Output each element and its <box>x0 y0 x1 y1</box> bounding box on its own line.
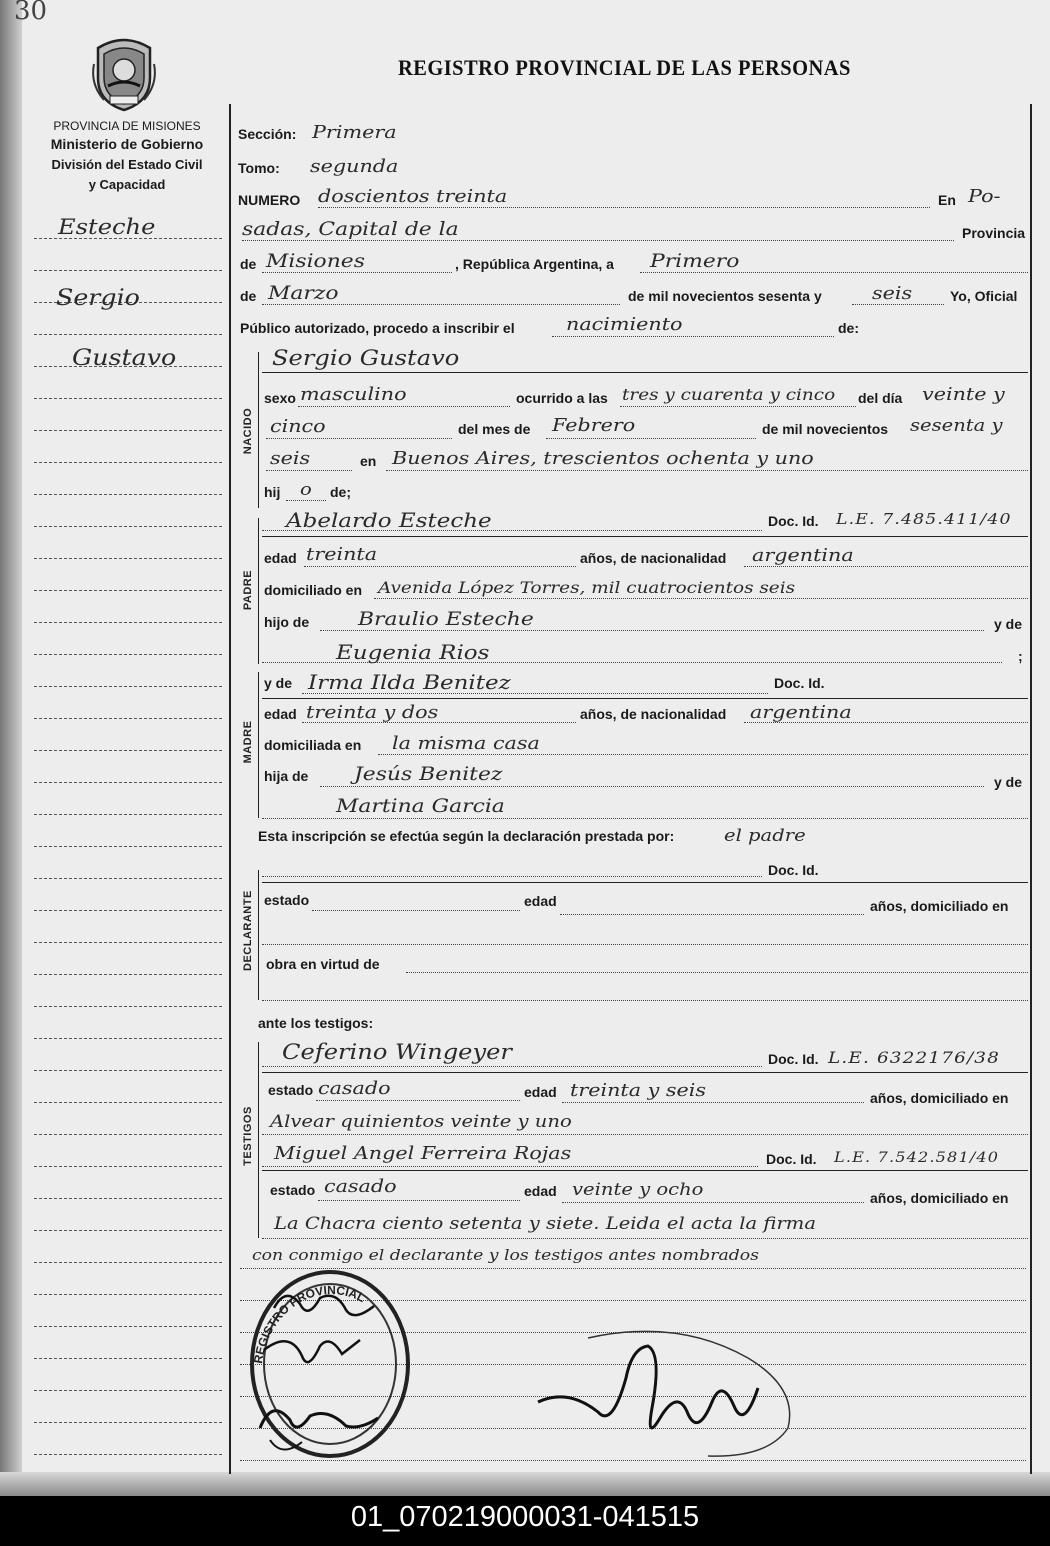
witness-signatures-icon <box>250 1280 430 1480</box>
document-title: REGISTRO PROVINCIAL DE LAS PERSONAS <box>398 55 851 80</box>
padre-mother-value: Eugenia Rios <box>336 640 490 664</box>
numero-label: NUMERO <box>238 192 301 208</box>
day-value: Primero <box>650 250 740 272</box>
madre-dom-value: la misma casa <box>392 733 540 754</box>
corner-number: 30 <box>14 0 48 26</box>
nacido-name: Sergio Gustavo <box>272 346 460 370</box>
padre-dom-label: domiciliado en <box>264 582 363 598</box>
dia-value-b: cinco <box>270 416 326 437</box>
year-value: seis <box>872 283 913 304</box>
right-page-border <box>1030 104 1032 1474</box>
padre-y-de-label: y de <box>994 616 1023 632</box>
place-b-value: sadas, Capital de la <box>242 218 459 240</box>
padre-dom-value: Avenida López Torres, mil cuatrocientos seis <box>378 578 796 597</box>
del-dia-label: del día <box>858 390 903 406</box>
obra-label: obra en virtud de <box>266 956 380 972</box>
padre-hijo-de-label: hijo de <box>264 614 310 630</box>
hora-value: tres y cuarenta y cinco <box>622 385 836 404</box>
hij-de-label: de; <box>330 484 351 500</box>
institution-capacity: y Capacidad <box>88 177 166 192</box>
padre-name: Abelardo Esteche <box>286 508 492 532</box>
de-label-province: de <box>240 256 257 272</box>
testigo1-doc-value: L.E. 6322176/38 <box>828 1048 1001 1067</box>
padre-father-value: Braulio Esteche <box>358 608 534 630</box>
testigo1-estado-value: casado <box>318 1078 391 1099</box>
testigo1-edad-label: edad <box>524 1084 557 1100</box>
testigos-section-label: TESTIGOS <box>242 1106 254 1166</box>
mil-novecientos-label: de mil novecientos <box>762 421 889 437</box>
institution-division: División del Estado Civil <box>51 157 203 172</box>
madre-section-label: MADRE <box>242 720 254 764</box>
page-bottom-shadow <box>0 1472 1050 1496</box>
padre-edad-value: treinta <box>306 544 378 565</box>
padre-doc-label: Doc. Id. <box>768 513 819 529</box>
page-edge-shadow <box>0 0 22 1496</box>
madre-nac-value: argentina <box>750 702 852 723</box>
anio-value-a: sesenta y <box>910 416 1003 436</box>
madre-father-value: Jesús Benitez <box>354 763 503 785</box>
testigo1-edad-value: treinta y seis <box>570 1080 707 1101</box>
tomo-label: Tomo: <box>238 160 280 176</box>
madre-mother-value: Martina Garcia <box>336 795 505 817</box>
madre-nac-label: años, de nacionalidad <box>580 706 727 722</box>
ante-testigos-label: ante los testigos: <box>258 1015 374 1031</box>
padre-nac-label: años, de nacionalidad <box>580 550 727 566</box>
place-a-value: Po- <box>968 186 1001 207</box>
testigo2-edad-value: veinte y ocho <box>572 1180 704 1200</box>
institution-ministry: Ministerio de Gobierno <box>50 136 204 152</box>
padre-edad-label: edad <box>264 550 297 566</box>
sexo-value: masculino <box>300 384 407 405</box>
mes-value: Febrero <box>552 415 636 436</box>
margin-surname: Esteche <box>58 215 156 239</box>
madre-edad-label: edad <box>264 706 297 722</box>
declarante-anios-label: años, domiciliado en <box>870 898 1009 914</box>
madre-hija-de-label: hija de <box>264 768 309 784</box>
testigo2-doc-value: L.E. 7.542.581/40 <box>834 1150 1000 1166</box>
testigo2-anios-label: años, domiciliado en <box>870 1190 1009 1206</box>
official-signature-icon <box>528 1318 828 1468</box>
dia-value-a: veinte y <box>922 384 1005 405</box>
institution-province: PROVINCIA DE MISIONES <box>53 119 201 133</box>
madre-y-de-label-2: y de <box>994 774 1023 790</box>
hij-value: o <box>300 480 312 500</box>
padre-nac-value: argentina <box>752 545 854 566</box>
province-value: Misiones <box>266 250 365 272</box>
month-value: Marzo <box>268 282 339 304</box>
publico-label: Público autorizado, procedo a inscribir el <box>240 320 515 336</box>
declaracion-label: Esta inscripción se efectúa según la declaración prestada por: <box>258 828 675 844</box>
padre-doc-value: L.E. 7.485.411/40 <box>836 510 1012 528</box>
anio-value-b: seis <box>270 448 311 469</box>
madre-edad-value: treinta y dos <box>306 702 439 723</box>
republica-label: , República Argentina, a <box>455 256 614 272</box>
padre-semicolon: ; <box>1018 648 1023 664</box>
seccion-value: Primera <box>312 122 397 143</box>
testigo2-domicilio-value: La Chacra ciento setenta y siete. Leida el acta la firma <box>274 1214 817 1234</box>
testigo2-edad-label: edad <box>524 1183 557 1199</box>
closing-text: con conmigo el declarante y los testigos antes nombrados <box>252 1246 760 1264</box>
scan-serial-number: 01_070219000031-041515 <box>350 1501 700 1533</box>
testigo2-name: Miguel Angel Ferreira Rojas <box>274 1143 572 1164</box>
testigo1-name: Ceferino Wingeyer <box>282 1040 512 1064</box>
madre-doc-label: Doc. Id. <box>774 675 825 691</box>
del-mes-label: del mes de <box>458 421 531 437</box>
seal-text: REGISTRO PROVINCIAL <box>251 1283 368 1365</box>
declarante-edad-label: edad <box>524 893 557 909</box>
provincia-label: Provincia <box>962 225 1026 241</box>
left-column-border <box>229 104 231 1474</box>
madre-dom-label: domiciliada en <box>264 737 362 753</box>
ocurrido-label: ocurrido a las <box>516 390 608 406</box>
padre-section-label: PADRE <box>242 569 254 611</box>
oficial-label: Yo, Oficial <box>950 288 1018 304</box>
seccion-label: Sección: <box>238 126 297 142</box>
declarante-section-label: DECLARANTE <box>242 890 254 971</box>
nacido-section-label: NACIDO <box>242 407 254 455</box>
de-label-month: de <box>240 288 257 304</box>
testigo1-domicilio-value: Alvear quinientos veinte y uno <box>270 1112 572 1132</box>
testigo2-estado-value: casado <box>324 1176 397 1197</box>
numero-value: doscientos treinta <box>318 186 508 207</box>
declarante-doc-label: Doc. Id. <box>768 862 819 878</box>
madre-y-de-label: y de <box>264 675 293 691</box>
testigo1-doc-label: Doc. Id. <box>768 1051 819 1067</box>
testigo1-anios-label: años, domiciliado en <box>870 1090 1009 1106</box>
testigo1-estado-label: estado <box>268 1082 314 1098</box>
margin-first-name: Sergio <box>56 286 140 311</box>
testigo2-estado-label: estado <box>270 1182 316 1198</box>
tomo-value: segunda <box>310 156 399 177</box>
declarante-estado-label: estado <box>264 892 310 908</box>
hij-label: hij <box>264 484 281 500</box>
de-colon-label: de: <box>838 320 859 336</box>
lugar-value: Buenos Aires, trescientos ochenta y uno <box>392 448 814 469</box>
declaracion-value: el padre <box>724 826 806 846</box>
margin-middle-name: Gustavo <box>72 346 177 371</box>
madre-name: Irma Ilda Benitez <box>308 670 511 694</box>
year-label: de mil novecientos sesenta y <box>628 288 822 304</box>
en-label: En <box>938 192 956 208</box>
sexo-label: sexo <box>264 390 296 406</box>
testigo2-doc-label: Doc. Id. <box>766 1151 817 1167</box>
act-value: nacimiento <box>566 314 683 335</box>
province-crest-icon <box>90 34 158 112</box>
en-lugar-label: en <box>360 453 377 469</box>
